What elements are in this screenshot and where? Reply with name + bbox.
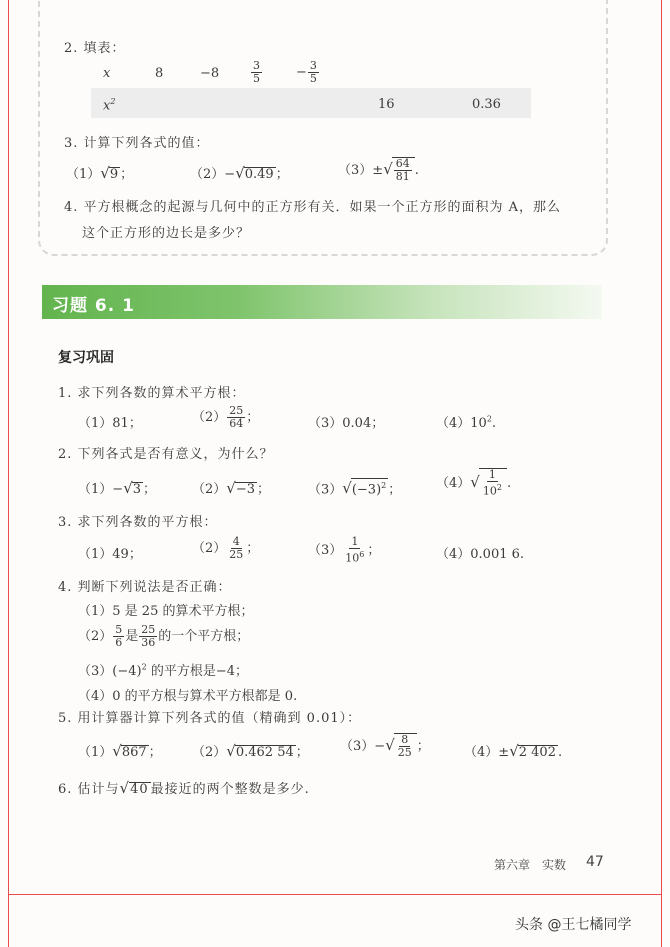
practice-q2-title: 2. 填表： bbox=[64, 41, 126, 56]
footer-chapter: 第六章 实数 bbox=[494, 858, 567, 872]
table-cell-frac: $\frac{3}{5}$ bbox=[253, 59, 260, 85]
page-frame-right bbox=[661, 0, 662, 947]
practice-q3-title: 3. 计算下列各式的值： bbox=[64, 136, 210, 151]
table-x-label: x bbox=[103, 66, 111, 81]
table-cell-036: 0.36 bbox=[472, 97, 501, 112]
ex2-title: 2. 下列各式是否有意义，为什么？ bbox=[58, 447, 274, 462]
table-cell-neg-frac: − $\frac{3}{5}$ bbox=[296, 59, 317, 85]
practice-q4-line2: 这个正方形的边长是多少？ bbox=[82, 226, 251, 241]
ex3-title: 3. 求下列各数的平方根： bbox=[58, 515, 218, 530]
ex5-part3: （3）−√ $\frac{8}{25}$ ； bbox=[340, 733, 430, 759]
page-frame-left bbox=[8, 0, 9, 947]
practice-q3-part1: （1）√9 ； bbox=[66, 164, 134, 182]
ex4-part2: （2） $\frac{5}{6}$ 是 $\frac{25}{36}$ 的一个平方根； bbox=[78, 623, 250, 649]
ex5-part4: （4）±√2 402 . bbox=[464, 742, 563, 760]
ex1-part4: $(4)10^2$. bbox=[436, 414, 497, 431]
ex4-part1: （1）5 是 25 的算术平方根； bbox=[78, 604, 254, 619]
ex5-part1: （1）√867 ； bbox=[78, 742, 162, 760]
ex1-part2: （2） $\frac{25}{64}$ ； bbox=[192, 404, 260, 430]
table-x2-label: $x^2$ bbox=[103, 97, 116, 114]
ex4-title: 4. 判断下列说法是否正确： bbox=[58, 580, 232, 595]
ex3-part2: （2） $\frac{4}{25}$ ； bbox=[192, 535, 260, 561]
table-cell-neg8: −8 bbox=[200, 66, 220, 81]
section-title: 习题 6. 1 bbox=[52, 296, 135, 316]
table-cell-8: 8 bbox=[155, 66, 164, 81]
watermark: 头条 @王七橘同学 bbox=[515, 917, 632, 933]
practice-q4-line1: 4. 平方根概念的起源与几何中的正方形有关．如果一个正方形的面积为 A，那么 bbox=[64, 200, 562, 215]
page-frame-bottom bbox=[8, 894, 662, 895]
ex2-part3: $(3)√(-3)^2$ ； bbox=[308, 479, 402, 498]
ex4-part3: $(3)(-4)^2$ 的平方根是−4； bbox=[78, 662, 248, 679]
ex3-part4: （4）0.001 6. bbox=[436, 547, 525, 562]
ex2-part1: （1）−√3 ； bbox=[78, 479, 157, 497]
ex1-title: 1. 求下列各数的算术平方根： bbox=[58, 386, 246, 401]
ex3-part3: （3） $\frac{1}{10^6}$ ； bbox=[308, 535, 381, 565]
ex5-title: 5. 用计算器计算下列各式的值（精确到 0.01）： bbox=[58, 711, 362, 726]
ex5-part2: （2）√0.462 54 ； bbox=[192, 742, 309, 760]
ex2-part4: （4）√ $\frac{1}{10^2}$ . bbox=[436, 468, 512, 498]
ex3-part1: （1）49； bbox=[78, 547, 142, 562]
ex2-part2: （2）√−3 ； bbox=[192, 479, 271, 497]
ex1-part3: （3）0.04； bbox=[308, 416, 385, 431]
practice-q3-part2: （2）−√0.49 ； bbox=[190, 164, 289, 182]
fill-table-row2-bg bbox=[91, 88, 531, 118]
practice-q3-part3: （3）±√ $\frac{64}{81}$ . bbox=[338, 157, 419, 183]
subhead-review: 复习巩固 bbox=[58, 350, 114, 366]
ex6-line: 6. 估计与√40 最接近的两个整数是多少. bbox=[58, 779, 310, 797]
ex1-part1: （1）81； bbox=[78, 416, 142, 431]
page-number: 47 bbox=[586, 854, 604, 870]
table-cell-16: 16 bbox=[378, 97, 395, 112]
ex4-part4: （4）0 的平方根与算术平方根都是 0. bbox=[78, 689, 298, 704]
